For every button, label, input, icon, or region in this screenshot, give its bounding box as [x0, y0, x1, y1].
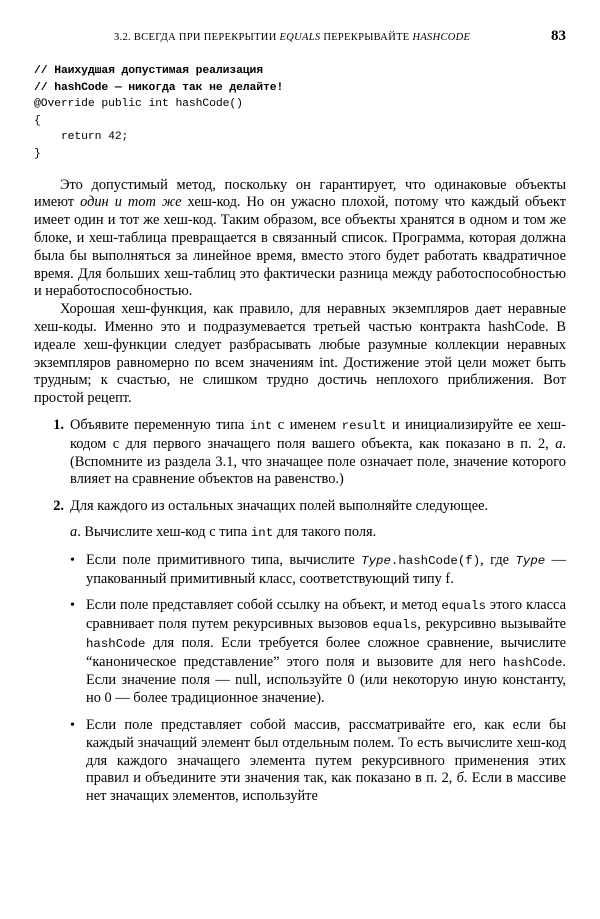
bullet-1-text-part-1: Type — [361, 553, 391, 568]
code-line-4: } — [34, 147, 41, 160]
page-header — [34, 28, 566, 45]
step-2-text-part-0: Для каждого из остальных значащих полей выполняйте следующее. — [70, 498, 489, 515]
bullet-dot-icon: • — [70, 552, 75, 568]
substep-a-text-part-3: для такого поля. — [273, 523, 377, 540]
step-item — [34, 417, 566, 489]
bullet-dot-icon: • — [70, 718, 75, 734]
bullet-3-text-part-2: . Если в массиве нет значащих элементов, используйте — [86, 770, 566, 805]
numbered-steps — [34, 417, 566, 516]
page-number: 83 — [551, 28, 566, 44]
bullet-1-text-part-5: — упакованный примитивный класс, соответствующий типу f. — [86, 551, 566, 587]
bullet-2-text-part-5: hashCode — [86, 636, 146, 651]
bullet-2-text-part-0: Если поле представляет собой ссылку на объект, и метод — [86, 597, 442, 614]
step-number: 2. — [53, 498, 64, 515]
paragraph-1-part-a: Это допустимый метод, поскольку он гарантирует, что одинаковые объекты имеют — [34, 176, 566, 211]
step-number: 1. — [53, 416, 64, 433]
substep-a-text-part-2: int — [250, 525, 274, 540]
step-1-text-part-0: Объявите переменную типа — [70, 416, 250, 433]
bullet-3-text-part-0: Если поле представляет собой массив, рассматривайте его, как если бы каждый значащий элемент был отдельным полем. То есть вычислите хеш-код для каждого значащего элемента путем рекурсивного применения этих правил и объедините эти значения так, как показано в п. 2, — [86, 717, 566, 787]
code-comment-2: // hashCode — никогда так не делайте! — [34, 81, 284, 94]
step-item — [34, 498, 566, 516]
bullet-item — [34, 597, 566, 708]
substep-a — [70, 524, 566, 543]
paragraph-1-italic: один и тот же — [80, 194, 182, 211]
bullet-1-text-part-2: .hashCode(f) — [390, 553, 481, 568]
code-line-3: return 42; — [34, 131, 129, 144]
bullet-dot-icon: • — [70, 598, 75, 614]
bullet-1-text-part-0: Если поле примитивного типа, вычислите — [86, 551, 362, 568]
step-1-text-part-5: а — [555, 435, 563, 452]
bullet-2-text-part-1: equals — [441, 599, 486, 614]
paragraph-1-part-b: хеш-код. Но он ужасно плохой, потому что каждый объект имеет один и тот же хеш-код. Таким образом, все объекты хранятся в одном и том же блоке, и хеш-таблица превращается в связанный список. Программа, которая должна была бы выполняться за линейное время, вместо этого будет работать квадратичное время. Для больших хеш-таблиц это фактически разница между работоспособностью и неработоспособностью. — [34, 194, 566, 300]
running-title-equals: EQUALS — [279, 32, 321, 43]
paragraph-2: Хорошая хеш-функция, как правило, для неравных экземпляров дает неравные хеш-коды. Именно это и подразумевается третьей частью контракта hashCode. В идеале хеш-функции следует разбрасывать любые разумные коллекции неравных экземпляров равномерно по всем значениям int. Достижение этой цели может быть трудным; к счастью, не слишком трудно достичь неплохого приближения. Вот простой рецепт. — [34, 301, 566, 407]
code-line-1: @Override public int hashCode() — [34, 98, 243, 111]
step-1-text-part-1: int — [249, 418, 273, 433]
substep-a-text-part-1: . Вычислите хеш-код c типа — [77, 523, 251, 540]
bullet-2-text-part-6: для поля. Если требуется более сложное сравнение, вычислите “каноническое представление” этого поля и вызовите для него — [86, 634, 566, 670]
running-title-hashcode: HASHCODE — [412, 32, 471, 43]
running-title-prefix: 3.2. ВСЕГДА ПРИ ПЕРЕКРЫТИИ — [114, 32, 280, 43]
substep-a-text-part-0: а — [70, 523, 78, 540]
step-1-text-part-2: с именем — [272, 416, 342, 433]
code-listing — [34, 63, 566, 163]
bullet-item — [34, 552, 566, 589]
bullet-2-text-part-2: этого класса сравнивает поля путем рекурсивных вызовов — [86, 597, 566, 633]
bullet-2-text-part-8: . Если значение поля — null, используйте 0 (или некоторую иную константу, но 0 — более традиционное значение). — [86, 653, 566, 707]
step-1-text-part-3: result — [341, 418, 387, 433]
bullet-list — [34, 552, 566, 806]
running-title — [114, 32, 470, 43]
code-comment-1: // Наихудшая допустимая реализация — [34, 65, 264, 77]
step-1-text-part-6: . (Вспомните из раздела 3.1, что значащее поле означает поле, значение которого влияет на сравнение объектов на равенство.) — [70, 435, 566, 488]
bullet-2-text-part-3: equals — [372, 618, 418, 633]
code-line-2: { — [34, 114, 41, 127]
running-title-middle: ПЕРЕКРЫВАЙТЕ — [320, 32, 413, 43]
page-content — [34, 63, 566, 806]
bullet-3-text-part-1: б — [456, 770, 464, 787]
bullet-1-text-part-3: , где — [480, 551, 516, 568]
paragraph-1 — [34, 177, 566, 302]
bullet-2-text-part-7: hashCode — [502, 655, 563, 670]
bullet-2-text-part-4: , рекурсивно вызывайте — [417, 616, 566, 633]
step-1-text-part-4: и инициализируйте ее хеш-кодом c для первого значащего поля вашего объекта, как показано в п. 2, — [70, 416, 566, 452]
document-page — [0, 28, 600, 919]
bullet-1-text-part-4: Type — [515, 553, 546, 568]
bullet-item — [34, 717, 566, 806]
